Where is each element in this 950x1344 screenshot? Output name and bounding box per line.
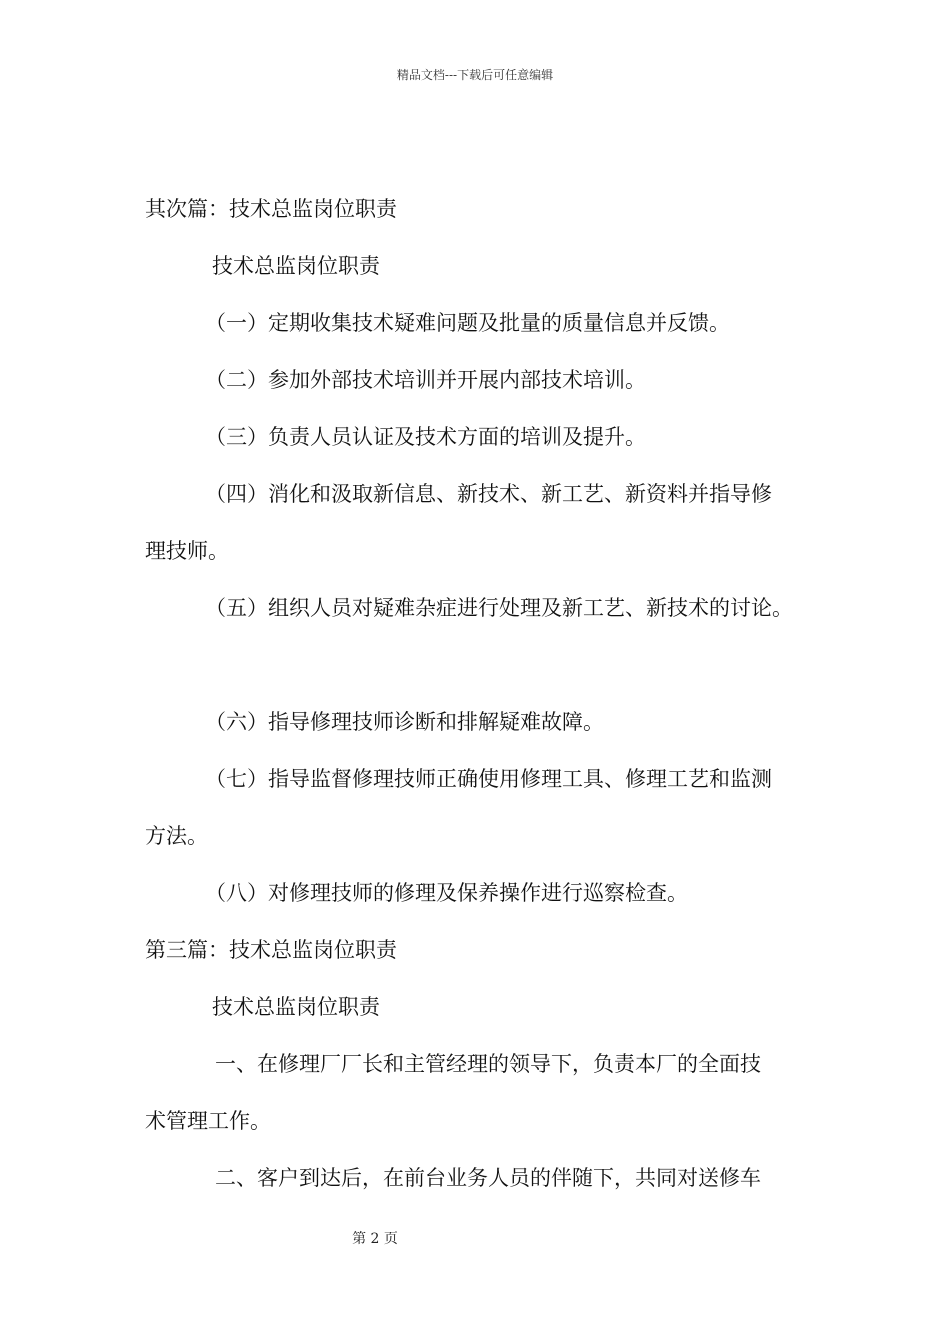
section2-item-8: （八）对修理技师的修理及保养操作进行巡察检查。	[205, 881, 688, 905]
section3-item-2: 二、客户到达后，在前台业务人员的伴随下，共同对送修车	[215, 1166, 761, 1190]
section3-item-1: 一、在修理厂厂长和主管经理的领导下，负责本厂的全面技	[215, 1052, 761, 1076]
section2-item-1: （一）定期收集技术疑难问题及批量的质量信息并反馈。	[205, 311, 730, 335]
section3-subtitle: 技术总监岗位职责	[212, 995, 380, 1019]
section2-item-4: （四）消化和汲取新信息、新技术、新工艺、新资料并指导修	[205, 482, 772, 506]
section2-item-4-cont: 理技师。	[145, 539, 229, 563]
section2-title: 其次篇：技术总监岗位职责	[145, 197, 397, 221]
section3-title: 第三篇：技术总监岗位职责	[145, 938, 397, 962]
page-header: 精品文档---下载后可任意编辑	[396, 68, 554, 82]
section2-item-7: （七）指导监督修理技师正确使用修理工具、修理工艺和监测	[205, 767, 772, 791]
section3-item-1-cont: 术管理工作。	[145, 1109, 271, 1133]
section2-item-7-cont: 方法。	[145, 824, 208, 848]
section2-item-3: （三）负责人员认证及技术方面的培训及提升。	[205, 425, 646, 449]
section2-item-6: （六）指导修理技师诊断和排解疑难故障。	[205, 710, 604, 734]
section2-subtitle: 技术总监岗位职责	[212, 254, 380, 278]
section2-item-2: （二）参加外部技术培训并开展内部技术培训。	[205, 368, 646, 392]
page-number: 第 2 页	[352, 1231, 398, 1247]
section2-item-5: （五）组织人员对疑难杂症进行处理及新工艺、新技术的讨论。	[205, 596, 793, 620]
